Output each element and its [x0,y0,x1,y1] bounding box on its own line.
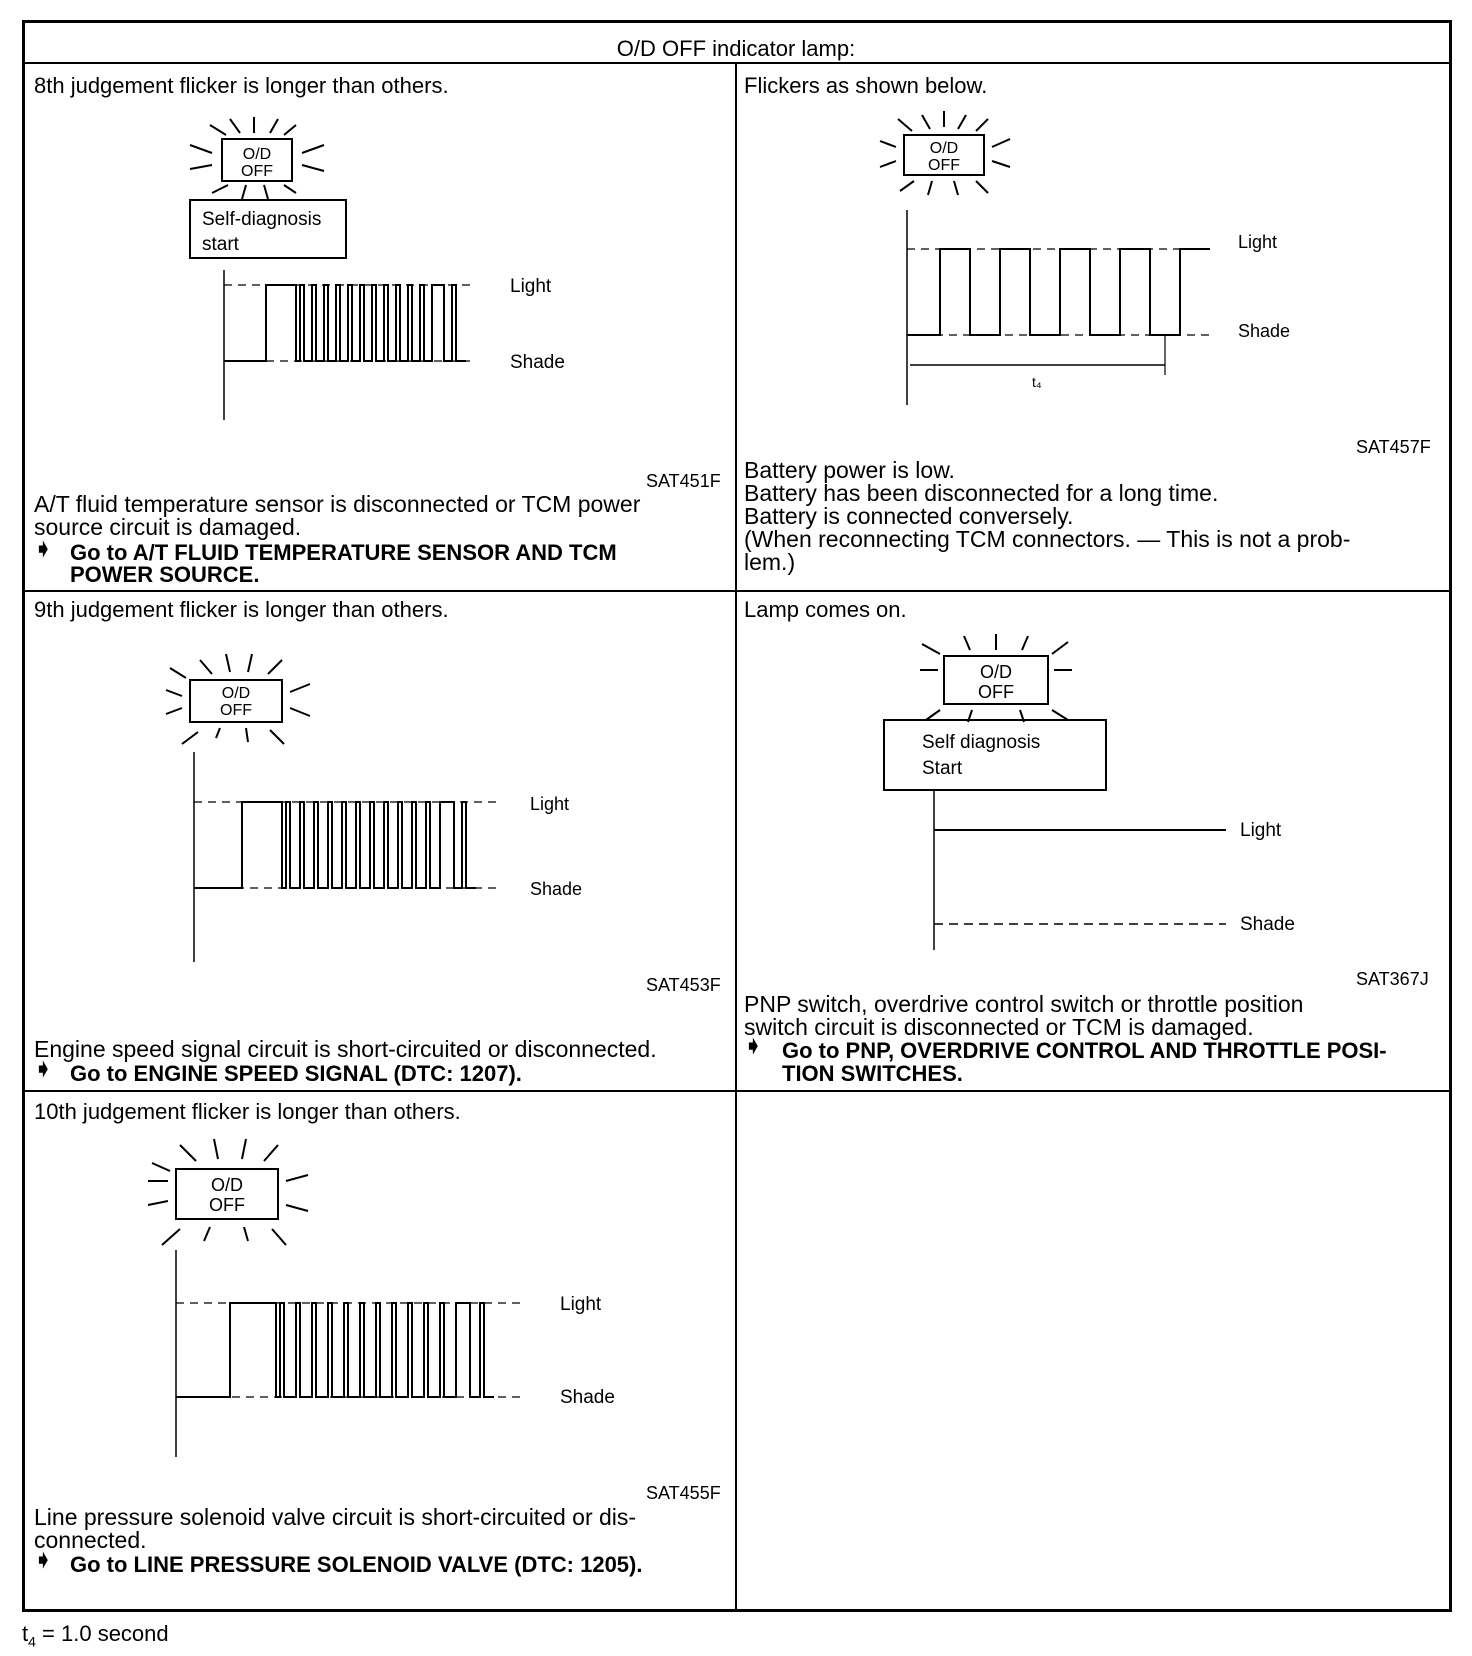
cell-lamp-go-link-line1[interactable]: Go to PNP, OVERDRIVE CONTROL AND THROTTLE POSI- [782,1038,1387,1063]
self-diagnosis-box-line1: Self-diagnosis [202,209,322,230]
cell-lamp-description-line1: PNP switch, overdrive control switch or throttle position [744,991,1304,1017]
light-label: Light [530,794,570,814]
lamp-label-od: O/D [929,140,959,157]
row-divider-2 [22,1090,1452,1092]
cell-9th-caption: 9th judgement flicker is longer than others. [34,597,449,622]
footnote-text: = 1.0 second [35,1621,169,1646]
cell-lamp-go-link-line2[interactable]: TION SWITCHES. [782,1061,963,1086]
figure-code: SAT451F [646,471,721,491]
cell-8th-description-line1: A/T fluid temperature sensor is disconnected or TCM power [34,491,641,517]
lamp-label-od: O/D [242,146,272,163]
lamp-label-off: OFF [241,163,273,180]
shade-label: Shade [530,879,583,899]
arrow-icon: ➧ [744,1033,763,1058]
cell-9th-go-link-line1[interactable]: Go to ENGINE SPEED SIGNAL (DTC: 1207). [70,1061,522,1086]
shade-label: Shade [1238,321,1291,341]
cell-10th-description-line2: connected. [34,1527,147,1553]
cell-lamp-description-line2: switch circuit is disconnected or TCM is damaged. [744,1014,1254,1040]
shade-label: Shade [510,352,565,373]
self-diagnosis-box-line2: Start [922,758,963,779]
lamp-label-od: O/D [210,1175,244,1195]
cell-10th-go-link-line1[interactable]: Go to LINE PRESSURE SOLENOID VALVE (DTC: 1205). [70,1552,643,1577]
lamp-label-off: OFF [209,1195,245,1215]
cell-9th-description-line1: Engine speed signal circuit is short-circuited or disconnected. [34,1036,657,1062]
figure-code: SAT453F [646,975,721,995]
cell-10th-description-line1: Line pressure solenoid valve circuit is short-circuited or dis- [34,1504,637,1530]
light-label: Light [560,1294,602,1315]
arrow-icon: ➧ [34,1547,53,1572]
shade-label: Shade [1240,914,1295,935]
light-label: Light [510,276,552,297]
cell-10th-caption: 10th judgement flicker is longer than others. [34,1099,461,1124]
flicker-waveform [194,802,476,888]
cell-flicker-diagram [870,105,1350,415]
figure-code: SAT367J [1356,969,1429,989]
cell-flicker-description-line2: Battery has been disconnected for a long time. [744,480,1219,506]
column-divider [735,62,737,1612]
cell-9th-diagram [160,650,630,970]
arrow-icon: ➧ [34,536,53,561]
lamp-label-off: OFF [928,157,960,174]
flicker-waveform [224,285,466,361]
flicker-waveform [176,1303,494,1397]
cell-flicker-description-line1: Battery power is low. [744,457,955,483]
cell-8th-description-line2: source circuit is damaged. [34,514,302,540]
cell-8th-diagram [150,115,620,425]
row-divider-header [22,62,1452,64]
light-label: Light [1240,820,1282,841]
cell-lamp-caption: Lamp comes on. [744,597,907,622]
self-diagnosis-box-line1: Self diagnosis [922,732,1041,753]
arrow-icon: ➧ [34,1056,53,1081]
footnote-symbol: t [22,1621,29,1646]
cell-flicker-description-line3: Battery is connected conversely. [744,503,1074,529]
row-divider-1 [22,590,1452,592]
shade-label: Shade [560,1387,615,1408]
cell-flicker-caption: Flickers as shown below. [744,73,988,98]
cell-lamp-diagram [880,628,1360,958]
cell-8th-go-link-line1[interactable]: Go to A/T FLUID TEMPERATURE SENSOR AND TCM [70,540,617,565]
self-diagnosis-box-line2: start [202,234,239,255]
cell-flicker-description-line5: lem.) [744,549,796,575]
light-label: Light [1238,232,1278,252]
cell-flicker-description-line4: (When reconnecting TCM connectors. — This is not a prob- [744,526,1351,552]
cell-8th-caption: 8th judgement flicker is longer than others. [34,73,449,98]
lamp-label-off: OFF [220,702,252,719]
footnote [22,1621,169,1649]
cell-8th-go-link-line2[interactable]: POWER SOURCE. [70,562,260,587]
figure-code: SAT455F [646,1483,721,1503]
lamp-label-od: O/D [221,685,251,702]
flicker-waveform [907,249,1210,335]
cell-10th-diagram [140,1135,620,1465]
t4-label: t₄ [1032,374,1042,390]
lamp-label-off: OFF [978,682,1014,702]
table-title: O/D OFF indicator lamp: [616,36,856,61]
footnote-subscript: 4 [28,1633,36,1650]
self-diagnosis-box [884,720,1106,790]
figure-code: SAT457F [1356,437,1431,457]
lamp-label-od: O/D [979,662,1013,682]
